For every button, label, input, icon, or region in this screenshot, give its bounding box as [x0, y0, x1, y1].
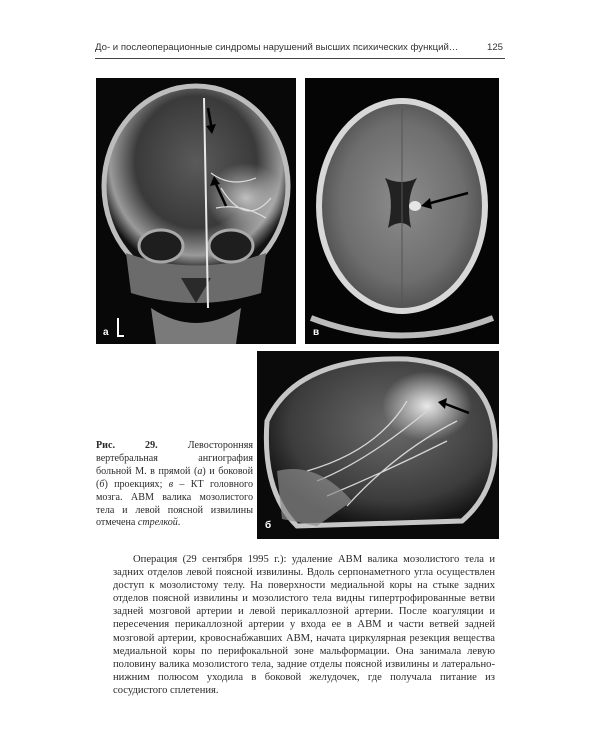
caption-v-ref: в [168, 478, 174, 490]
caption-text-1: Левосторонняя вертебральная ангиография больной М. в прямой ( [96, 440, 253, 477]
page-number: 125 [486, 42, 503, 53]
figure-panel-b [257, 351, 499, 539]
panel-label-v: в [313, 327, 320, 338]
body-paragraph: Операция (29 сентября 1995 г.): удаление АВМ валика мозолистого тела и задних отделов левой поясной извилины. Вдоль серпонаметного угла осуществлен доступ к мозолистому телу. На поверхности медиальной коры на стыке задних отделов поясной извилины и мозолистого тела видны гипертрофированные ветви задней мозговой артерии и левой перикаллозной артерии. После коагуляции и пересечения перикаллозной артерии у входа ее в АВМ и части ветвей задней мозговой артерии, кровоснабжавших АВМ, начата циркулярная резекция вещества медиальной коры по перифокальной зоне мальформации. Она занимала левую половину валика мозолистого тела, задние отделы поясной извилины и латерально-нижним полюсом уходила в боковой желудочек, где получала питание из сосудистого сплетения. [113, 554, 495, 696]
caption-text-2: ) и боковой ( [96, 465, 253, 490]
caption-end: . [177, 517, 181, 529]
figure-panel-v [305, 78, 499, 344]
running-head [95, 42, 507, 53]
caption-text-4: – КТ головного мозга. АВМ валика мозолистого тела и левой поясной извилины отмечена [96, 478, 253, 529]
body-text [113, 553, 495, 697]
caption-arrow-word: стрелкой [137, 517, 178, 529]
figure-number: Рис. 29. [96, 440, 158, 451]
panel-label-b: б [265, 520, 272, 531]
caption-a-ref: а [197, 465, 203, 477]
figure-caption [96, 440, 253, 530]
ct-axial-image [305, 78, 499, 344]
angiogram-lateral-image [257, 351, 499, 539]
figure-panel-a [96, 78, 296, 344]
angiogram-frontal-image [96, 78, 296, 344]
caption-text-3: ) проекциях; [104, 478, 169, 490]
caption-b-ref: б [99, 478, 105, 490]
panel-label-a: а [103, 327, 109, 338]
header-rule [95, 58, 505, 59]
running-title: До- и послеоперационные синдромы нарушений высших психических функций… [95, 42, 459, 53]
